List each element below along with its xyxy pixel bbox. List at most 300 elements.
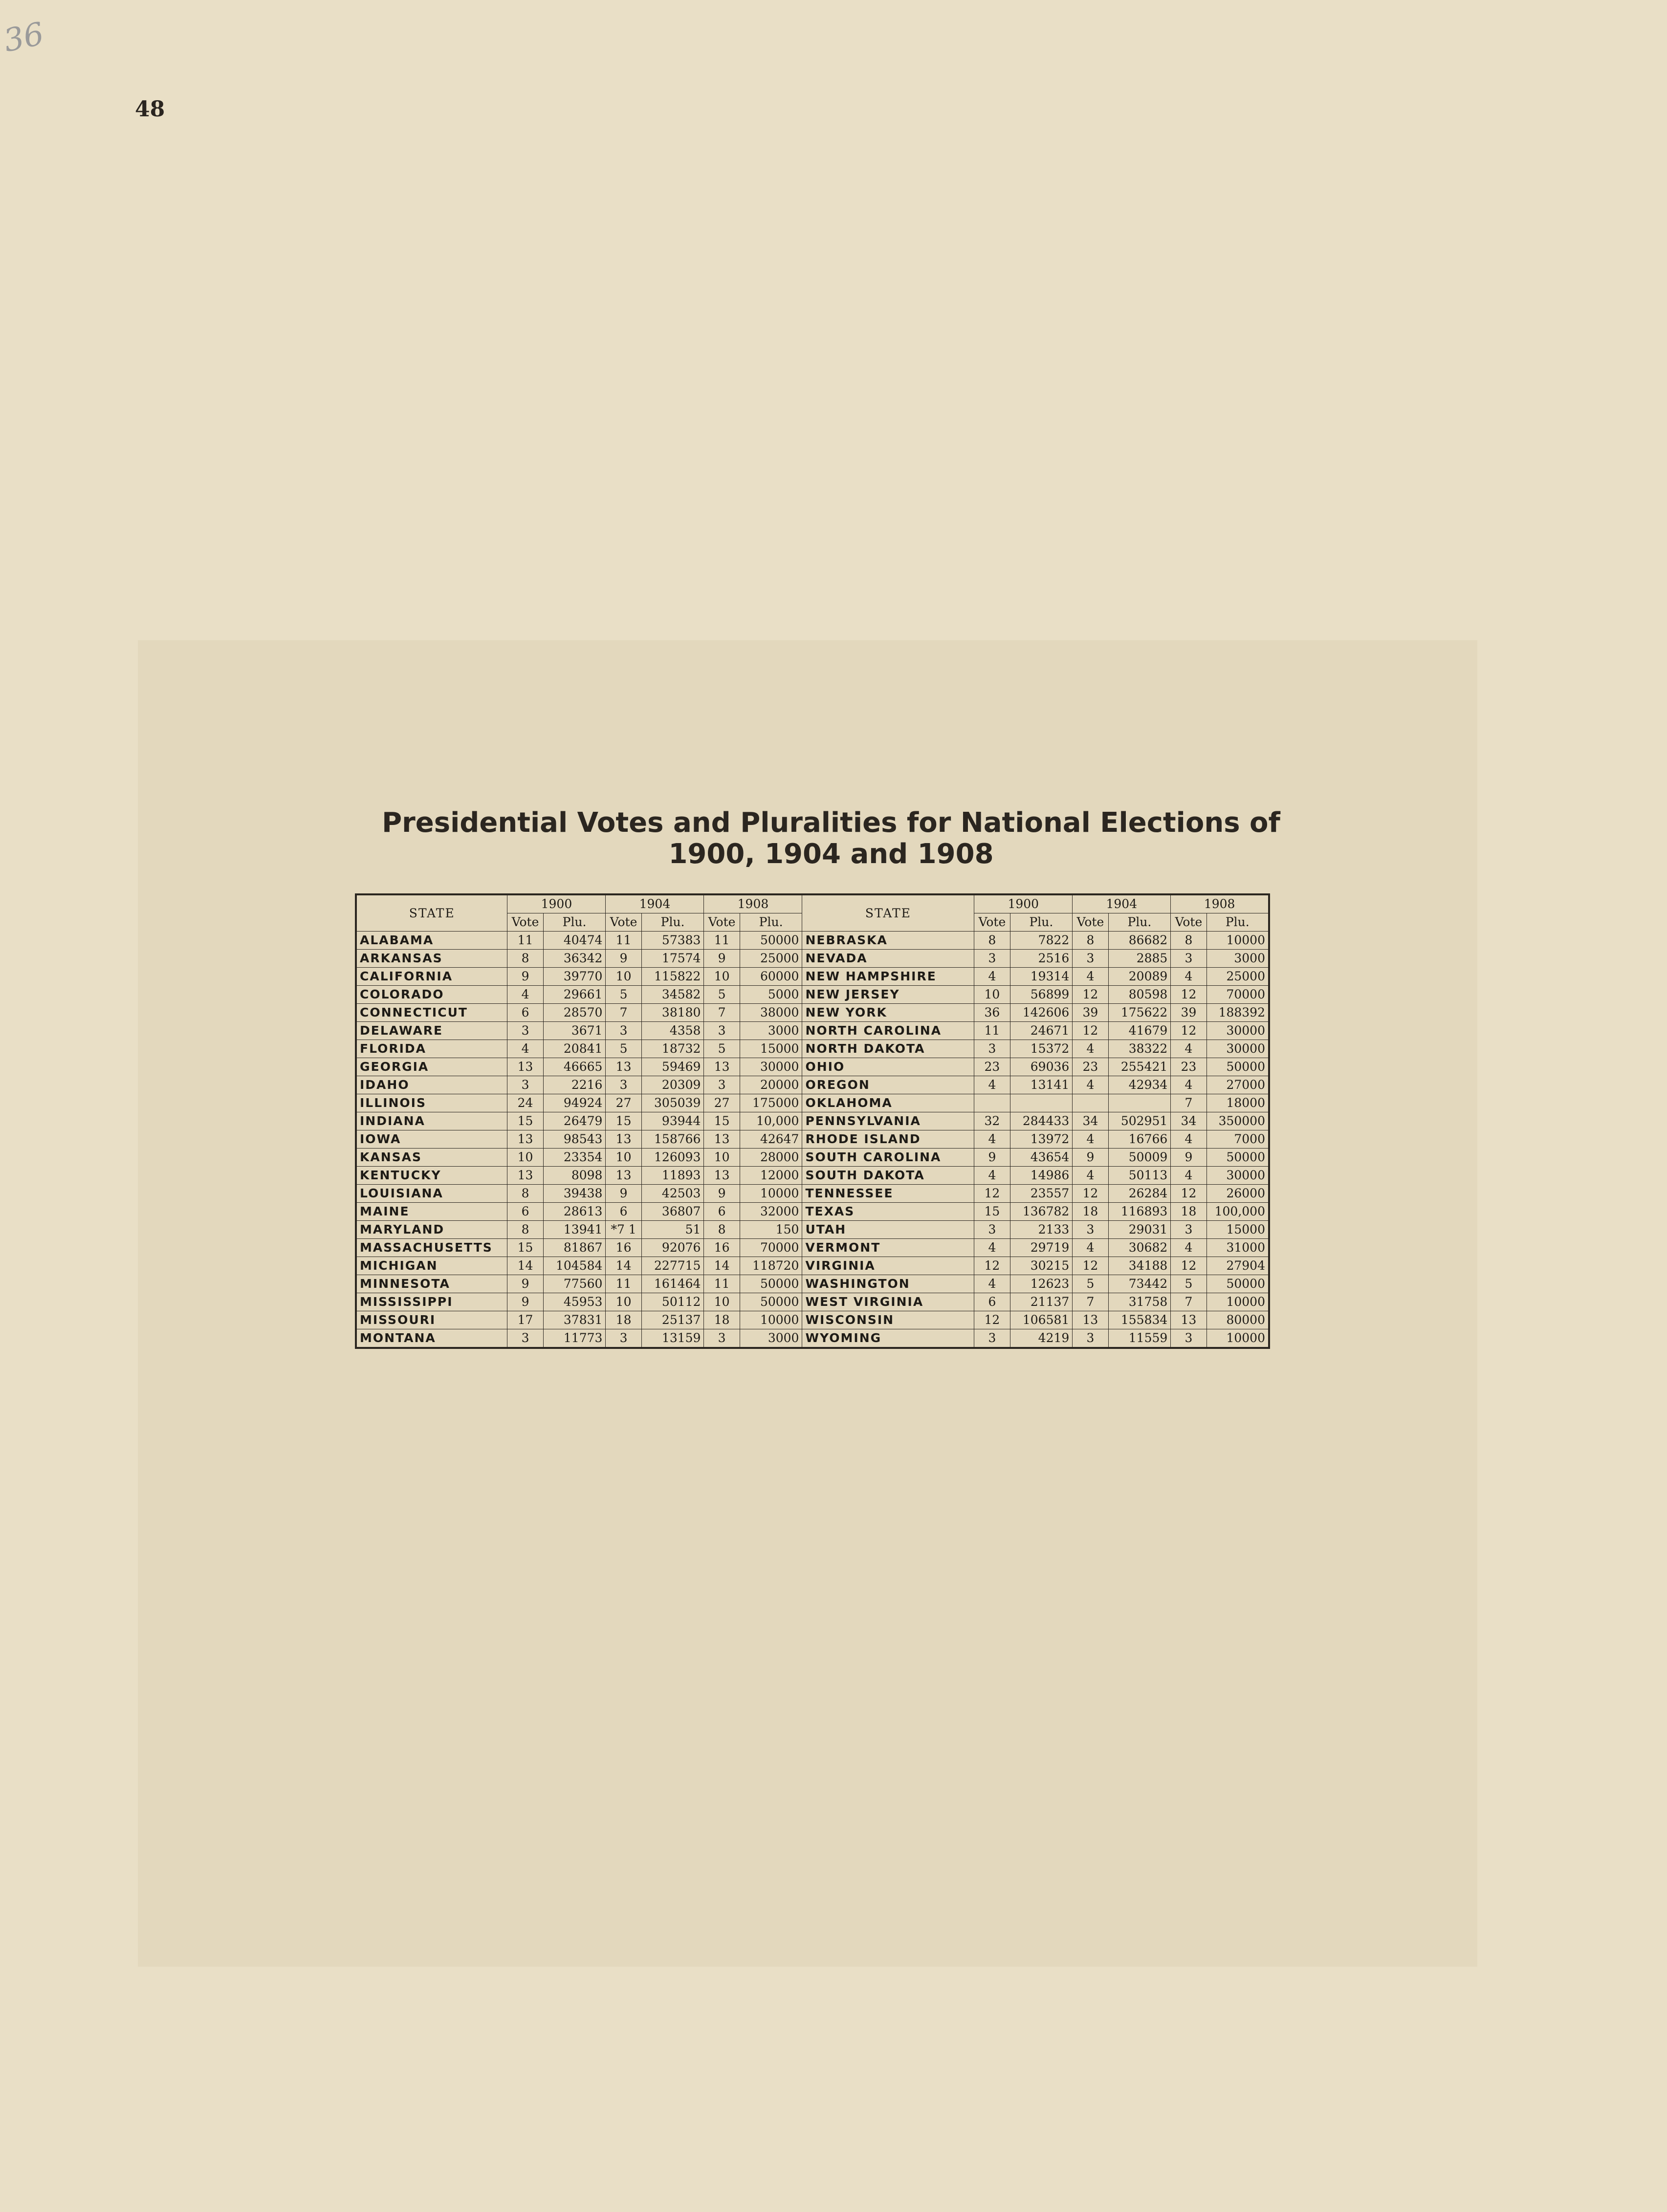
electoral-vote-cell: 12 xyxy=(974,1257,1010,1275)
plurality-cell: 93944 xyxy=(641,1112,704,1130)
electoral-vote-cell: 7 xyxy=(1073,1293,1108,1311)
state-name-cell: MINNESOTA xyxy=(356,1275,507,1293)
state-name-cell: KENTUCKY xyxy=(356,1167,507,1185)
electoral-vote-cell: 8 xyxy=(1171,932,1206,950)
plurality-cell: 43654 xyxy=(1010,1149,1073,1167)
plurality-cell xyxy=(1010,1094,1073,1112)
electoral-vote-cell: 8 xyxy=(704,1221,740,1239)
plurality-cell: 50000 xyxy=(740,1275,802,1293)
plurality-cell xyxy=(1108,1094,1171,1112)
electoral-vote-cell: 27 xyxy=(704,1094,740,1112)
electoral-vote-cell: 3 xyxy=(974,1221,1010,1239)
plurality-cell: 36342 xyxy=(543,950,606,968)
state-name-cell: MICHIGAN xyxy=(356,1257,507,1275)
plurality-cell: 80598 xyxy=(1108,986,1171,1004)
state-name-cell: WYOMING xyxy=(802,1329,974,1348)
electoral-vote-cell: 9 xyxy=(507,968,543,986)
plurality-cell: 16766 xyxy=(1108,1130,1171,1149)
electoral-vote-cell: 14 xyxy=(606,1257,641,1275)
state-name-cell: PENNSYLVANIA xyxy=(802,1112,974,1130)
plurality-cell: 10000 xyxy=(740,1311,802,1329)
electoral-vote-cell: 12 xyxy=(974,1185,1010,1203)
plurality-cell: 20000 xyxy=(740,1076,802,1094)
plurality-cell: 12000 xyxy=(740,1167,802,1185)
electoral-vote-cell: 8 xyxy=(507,1185,543,1203)
electoral-vote-cell: 3 xyxy=(606,1076,641,1094)
electoral-vote-cell: 3 xyxy=(507,1022,543,1040)
electoral-vote-cell: 13 xyxy=(1073,1311,1108,1329)
electoral-vote-cell: 4 xyxy=(1171,968,1206,986)
electoral-vote-cell: 9 xyxy=(507,1293,543,1311)
plurality-cell: 28613 xyxy=(543,1203,606,1221)
electoral-vote-cell: 12 xyxy=(1171,1022,1206,1040)
plurality-cell: 161464 xyxy=(641,1275,704,1293)
electoral-vote-cell: 23 xyxy=(1171,1058,1206,1076)
electoral-vote-cell: 6 xyxy=(974,1293,1010,1311)
plurality-cell: 14986 xyxy=(1010,1167,1073,1185)
electoral-vote-cell: 23 xyxy=(1073,1058,1108,1076)
electoral-vote-cell: 10 xyxy=(606,1293,641,1311)
electoral-vote-cell: 39 xyxy=(1073,1004,1108,1022)
electoral-vote-cell: 13 xyxy=(704,1058,740,1076)
electoral-vote-cell: 13 xyxy=(507,1130,543,1149)
plurality-cell: 188392 xyxy=(1206,1004,1269,1022)
table-row xyxy=(356,1293,1269,1311)
electoral-vote-cell: 5 xyxy=(606,986,641,1004)
electoral-vote-cell: 10 xyxy=(704,1149,740,1167)
electoral-vote-cell: 9 xyxy=(1171,1149,1206,1167)
state-name-cell: SOUTH DAKOTA xyxy=(802,1167,974,1185)
state-name-cell: WASHINGTON xyxy=(802,1275,974,1293)
electoral-vote-cell: 7 xyxy=(1171,1293,1206,1311)
plurality-column-header: Plu. xyxy=(1010,913,1073,932)
plurality-cell: 92076 xyxy=(641,1239,704,1257)
electoral-vote-cell: 4 xyxy=(1073,1040,1108,1058)
plurality-cell: 3000 xyxy=(740,1329,802,1348)
plurality-cell: 17574 xyxy=(641,950,704,968)
table-row xyxy=(356,1040,1269,1058)
plurality-cell: 41679 xyxy=(1108,1022,1171,1040)
plurality-cell: 70000 xyxy=(1206,986,1269,1004)
plurality-cell: 10000 xyxy=(740,1185,802,1203)
plurality-cell: 60000 xyxy=(740,968,802,986)
header-row-years xyxy=(356,894,1269,913)
plurality-cell: 34188 xyxy=(1108,1257,1171,1275)
electoral-vote-cell: 5 xyxy=(1171,1275,1206,1293)
plurality-cell: 136782 xyxy=(1010,1203,1073,1221)
vote-column-header: Vote xyxy=(606,913,641,932)
plurality-cell: 13159 xyxy=(641,1329,704,1348)
plurality-cell: 40474 xyxy=(543,932,606,950)
plurality-cell: 115822 xyxy=(641,968,704,986)
state-name-cell: NORTH CAROLINA xyxy=(802,1022,974,1040)
table-row xyxy=(356,1275,1269,1293)
electoral-vote-cell: 5 xyxy=(606,1040,641,1058)
plurality-cell: 73442 xyxy=(1108,1275,1171,1293)
plurality-cell: 30215 xyxy=(1010,1257,1073,1275)
plurality-cell: 50000 xyxy=(1206,1149,1269,1167)
electoral-vote-cell: 11 xyxy=(974,1022,1010,1040)
state-name-cell: NEW JERSEY xyxy=(802,986,974,1004)
electoral-vote-cell: 10 xyxy=(507,1149,543,1167)
table-row xyxy=(356,1167,1269,1185)
state-name-cell: WEST VIRGINIA xyxy=(802,1293,974,1311)
electoral-vote-cell: 13 xyxy=(704,1130,740,1149)
electoral-vote-cell: 5 xyxy=(704,1040,740,1058)
electoral-vote-cell: 4 xyxy=(1073,1076,1108,1094)
plurality-cell: 50009 xyxy=(1108,1149,1171,1167)
electoral-vote-cell: 16 xyxy=(704,1239,740,1257)
state-name-cell: IDAHO xyxy=(356,1076,507,1094)
electoral-vote-cell: 7 xyxy=(704,1004,740,1022)
plurality-cell: 15000 xyxy=(740,1040,802,1058)
plurality-cell: 29661 xyxy=(543,986,606,1004)
electoral-vote-cell: 4 xyxy=(1171,1130,1206,1149)
electoral-vote-cell: 9 xyxy=(1073,1149,1108,1167)
electoral-vote-cell: 12 xyxy=(974,1311,1010,1329)
state-name-cell: RHODE ISLAND xyxy=(802,1130,974,1149)
electoral-vote-cell: 15 xyxy=(507,1239,543,1257)
electoral-vote-cell: 11 xyxy=(507,932,543,950)
state-name-cell: MAINE xyxy=(356,1203,507,1221)
electoral-vote-cell: 3 xyxy=(606,1022,641,1040)
plurality-cell: 38322 xyxy=(1108,1040,1171,1058)
electoral-vote-cell: 11 xyxy=(704,932,740,950)
state-name-cell: CONNECTICUT xyxy=(356,1004,507,1022)
plurality-cell: 155834 xyxy=(1108,1311,1171,1329)
electoral-vote-cell: 17 xyxy=(507,1311,543,1329)
table-title-line-1: Presidential Votes and Pluralities for National Elections of xyxy=(382,807,1280,839)
table-row xyxy=(356,1257,1269,1275)
plurality-cell: 4358 xyxy=(641,1022,704,1040)
state-name-cell: OHIO xyxy=(802,1058,974,1076)
electoral-vote-cell: 4 xyxy=(507,986,543,1004)
electoral-vote-cell: 10 xyxy=(704,1293,740,1311)
plurality-cell: 175622 xyxy=(1108,1004,1171,1022)
electoral-vote-cell: 4 xyxy=(1171,1167,1206,1185)
electoral-vote-cell: 16 xyxy=(606,1239,641,1257)
plurality-cell: 10000 xyxy=(1206,1329,1269,1348)
table-row xyxy=(356,1239,1269,1257)
electoral-vote-cell: 24 xyxy=(507,1094,543,1112)
table-row xyxy=(356,1311,1269,1329)
vote-column-header: Vote xyxy=(974,913,1010,932)
electoral-vote-cell: 7 xyxy=(1171,1094,1206,1112)
vote-column-header: Vote xyxy=(704,913,740,932)
electoral-vote-cell: 10 xyxy=(606,1149,641,1167)
electoral-vote-cell: 4 xyxy=(1073,968,1108,986)
plurality-cell: 30000 xyxy=(740,1058,802,1076)
electoral-vote-cell: 3 xyxy=(1171,1221,1206,1239)
electoral-vote-cell: 4 xyxy=(974,1239,1010,1257)
electoral-vote-cell: 15 xyxy=(704,1112,740,1130)
plurality-cell: 30000 xyxy=(1206,1167,1269,1185)
state-name-cell: GEORGIA xyxy=(356,1058,507,1076)
state-name-cell: NEW HAMPSHIRE xyxy=(802,968,974,986)
plurality-cell: 106581 xyxy=(1010,1311,1073,1329)
electoral-vote-cell: 10 xyxy=(704,968,740,986)
table-row xyxy=(356,950,1269,968)
plurality-cell: 502951 xyxy=(1108,1112,1171,1130)
electoral-vote-cell: 4 xyxy=(974,1130,1010,1149)
electoral-vote-cell: 8 xyxy=(974,932,1010,950)
table-row xyxy=(356,1149,1269,1167)
state-name-cell: FLORIDA xyxy=(356,1040,507,1058)
plurality-cell: 10000 xyxy=(1206,1293,1269,1311)
year-header: 1904 xyxy=(1073,894,1171,913)
plurality-cell: 12623 xyxy=(1010,1275,1073,1293)
plurality-cell: 57383 xyxy=(641,932,704,950)
plurality-cell: 86682 xyxy=(1108,932,1171,950)
plurality-cell: 25137 xyxy=(641,1311,704,1329)
electoral-vote-cell: 13 xyxy=(606,1130,641,1149)
plurality-cell: 18000 xyxy=(1206,1094,1269,1112)
plurality-cell: 20841 xyxy=(543,1040,606,1058)
table-row xyxy=(356,1112,1269,1130)
plurality-cell: 50000 xyxy=(740,932,802,950)
table-row xyxy=(356,1094,1269,1112)
electoral-vote-cell: 14 xyxy=(507,1257,543,1275)
plurality-cell: 284433 xyxy=(1010,1112,1073,1130)
plurality-cell: 5000 xyxy=(740,986,802,1004)
electoral-vote-cell xyxy=(1073,1094,1108,1112)
state-name-cell: MISSOURI xyxy=(356,1311,507,1329)
electoral-vote-cell: 18 xyxy=(1171,1203,1206,1221)
electoral-vote-cell: 11 xyxy=(606,1275,641,1293)
electoral-vote-cell: 3 xyxy=(704,1076,740,1094)
table-row xyxy=(356,1004,1269,1022)
electoral-vote-cell: 4 xyxy=(1073,1167,1108,1185)
state-name-cell: NEVADA xyxy=(802,950,974,968)
electoral-vote-cell: 3 xyxy=(1073,1329,1108,1348)
state-column-header: STATE xyxy=(356,894,507,932)
electoral-vote-cell: 10 xyxy=(974,986,1010,1004)
year-header: 1908 xyxy=(704,894,802,913)
plurality-column-header: Plu. xyxy=(1206,913,1269,932)
electoral-vote-cell: 23 xyxy=(974,1058,1010,1076)
table-row xyxy=(356,1221,1269,1239)
plurality-cell: 94924 xyxy=(543,1094,606,1112)
electoral-vote-cell: 9 xyxy=(704,950,740,968)
plurality-cell: 25000 xyxy=(740,950,802,968)
electoral-vote-cell: 12 xyxy=(1073,986,1108,1004)
electoral-vote-cell: 4 xyxy=(1171,1239,1206,1257)
plurality-cell: 4219 xyxy=(1010,1329,1073,1348)
table-row xyxy=(356,1130,1269,1149)
electoral-vote-cell: 34 xyxy=(1171,1112,1206,1130)
electoral-vote-cell: 14 xyxy=(704,1257,740,1275)
table-row xyxy=(356,932,1269,950)
electoral-vote-cell: 4 xyxy=(1171,1040,1206,1058)
table-row xyxy=(356,1203,1269,1221)
electoral-vote-cell xyxy=(974,1094,1010,1112)
state-name-cell: IOWA xyxy=(356,1130,507,1149)
electoral-vote-cell: 11 xyxy=(704,1275,740,1293)
electoral-vote-cell: 9 xyxy=(507,1275,543,1293)
vote-column-header: Vote xyxy=(507,913,543,932)
plurality-cell: 46665 xyxy=(543,1058,606,1076)
plurality-cell: 11559 xyxy=(1108,1329,1171,1348)
electoral-vote-cell: 11 xyxy=(606,932,641,950)
electoral-vote-cell: 4 xyxy=(1073,1130,1108,1149)
plurality-cell: 255421 xyxy=(1108,1058,1171,1076)
plurality-cell: 50113 xyxy=(1108,1167,1171,1185)
plurality-cell: 20309 xyxy=(641,1076,704,1094)
plurality-cell: 13972 xyxy=(1010,1130,1073,1149)
plurality-cell: 2133 xyxy=(1010,1221,1073,1239)
plurality-cell: 31758 xyxy=(1108,1293,1171,1311)
electoral-vote-cell: 13 xyxy=(1171,1311,1206,1329)
state-name-cell: CALIFORNIA xyxy=(356,968,507,986)
electoral-vote-cell: 8 xyxy=(1073,932,1108,950)
plurality-column-header: Plu. xyxy=(1108,913,1171,932)
electoral-vote-cell: 13 xyxy=(507,1167,543,1185)
electoral-vote-cell: 13 xyxy=(507,1058,543,1076)
state-name-cell: OKLAHOMA xyxy=(802,1094,974,1112)
plurality-cell: 126093 xyxy=(641,1149,704,1167)
plurality-cell: 100,000 xyxy=(1206,1203,1269,1221)
electoral-vote-cell: 13 xyxy=(606,1058,641,1076)
plurality-column-header: Plu. xyxy=(641,913,704,932)
plurality-cell: 70000 xyxy=(740,1239,802,1257)
electoral-vote-cell: 3 xyxy=(1073,950,1108,968)
plurality-cell: 38000 xyxy=(740,1004,802,1022)
electoral-vote-cell: 9 xyxy=(606,950,641,968)
electoral-vote-cell: 13 xyxy=(606,1167,641,1185)
plurality-cell: 18732 xyxy=(641,1040,704,1058)
plurality-cell: 116893 xyxy=(1108,1203,1171,1221)
plurality-cell: 158766 xyxy=(641,1130,704,1149)
electoral-vote-cell: 4 xyxy=(974,968,1010,986)
plurality-cell: 42934 xyxy=(1108,1076,1171,1094)
year-header: 1900 xyxy=(974,894,1073,913)
electoral-vote-cell: 34 xyxy=(1073,1112,1108,1130)
electoral-vote-cell: 5 xyxy=(1073,1275,1108,1293)
plurality-cell: 13941 xyxy=(543,1221,606,1239)
state-name-cell: ILLINOIS xyxy=(356,1094,507,1112)
plurality-column-header: Plu. xyxy=(543,913,606,932)
table-body xyxy=(356,932,1269,1348)
pencil-annotation: 36 xyxy=(0,16,47,60)
plurality-cell: 38180 xyxy=(641,1004,704,1022)
electoral-vote-cell: 12 xyxy=(1073,1185,1108,1203)
electoral-vote-cell: 12 xyxy=(1171,1185,1206,1203)
plurality-cell: 23354 xyxy=(543,1149,606,1167)
plurality-cell: 51 xyxy=(641,1221,704,1239)
vote-column-header: Vote xyxy=(1073,913,1108,932)
plurality-cell: 7000 xyxy=(1206,1130,1269,1149)
electoral-vote-cell: 6 xyxy=(704,1203,740,1221)
plurality-cell: 39438 xyxy=(543,1185,606,1203)
electoral-vote-cell: 4 xyxy=(974,1167,1010,1185)
page-number: 48 xyxy=(135,97,165,122)
table-row xyxy=(356,1076,1269,1094)
plurality-cell: 2216 xyxy=(543,1076,606,1094)
plurality-cell: 42647 xyxy=(740,1130,802,1149)
plurality-cell: 34582 xyxy=(641,986,704,1004)
electoral-vote-cell: 9 xyxy=(704,1185,740,1203)
state-name-cell: KANSAS xyxy=(356,1149,507,1167)
plurality-cell: 104584 xyxy=(543,1257,606,1275)
plurality-cell: 36807 xyxy=(641,1203,704,1221)
electoral-vote-cell: 6 xyxy=(507,1004,543,1022)
table-row xyxy=(356,968,1269,986)
electoral-vote-cell: *7 1 xyxy=(606,1221,641,1239)
plurality-cell: 175000 xyxy=(740,1094,802,1112)
table-row xyxy=(356,986,1269,1004)
electoral-vote-cell: 9 xyxy=(606,1185,641,1203)
plurality-cell: 23557 xyxy=(1010,1185,1073,1203)
electoral-vote-cell: 3 xyxy=(974,1040,1010,1058)
electoral-vote-cell: 6 xyxy=(507,1203,543,1221)
state-name-cell: ARKANSAS xyxy=(356,950,507,968)
year-header: 1904 xyxy=(606,894,704,913)
electoral-vote-cell: 12 xyxy=(1171,986,1206,1004)
plurality-cell: 37831 xyxy=(543,1311,606,1329)
plurality-cell: 30682 xyxy=(1108,1239,1171,1257)
electoral-vote-cell: 36 xyxy=(974,1004,1010,1022)
plurality-cell: 50000 xyxy=(740,1293,802,1311)
plurality-cell: 7822 xyxy=(1010,932,1073,950)
plurality-cell: 26479 xyxy=(543,1112,606,1130)
electoral-vote-cell: 18 xyxy=(1073,1203,1108,1221)
electoral-vote-cell: 4 xyxy=(974,1275,1010,1293)
electoral-vote-cell: 15 xyxy=(974,1203,1010,1221)
plurality-cell: 20089 xyxy=(1108,968,1171,986)
plurality-cell: 118720 xyxy=(740,1257,802,1275)
electoral-vote-cell: 13 xyxy=(704,1167,740,1185)
plurality-cell: 10000 xyxy=(1206,932,1269,950)
electoral-vote-cell: 39 xyxy=(1171,1004,1206,1022)
plurality-cell: 30000 xyxy=(1206,1022,1269,1040)
plurality-column-header: Plu. xyxy=(740,913,802,932)
plurality-cell: 25000 xyxy=(1206,968,1269,986)
plurality-cell: 227715 xyxy=(641,1257,704,1275)
plurality-cell: 11893 xyxy=(641,1167,704,1185)
plurality-cell: 30000 xyxy=(1206,1040,1269,1058)
plurality-cell: 350000 xyxy=(1206,1112,1269,1130)
plurality-cell: 15000 xyxy=(1206,1221,1269,1239)
plurality-cell: 28570 xyxy=(543,1004,606,1022)
table-title-line-2: 1900, 1904 and 1908 xyxy=(668,838,994,870)
electoral-vote-cell: 8 xyxy=(507,950,543,968)
electoral-vote-cell: 12 xyxy=(1073,1257,1108,1275)
plurality-cell: 11773 xyxy=(543,1329,606,1348)
plurality-cell: 31000 xyxy=(1206,1239,1269,1257)
electoral-vote-cell: 3 xyxy=(704,1022,740,1040)
year-header: 1908 xyxy=(1171,894,1269,913)
state-column-header: STATE xyxy=(802,894,974,932)
electoral-vote-cell: 7 xyxy=(606,1004,641,1022)
state-name-cell: VIRGINIA xyxy=(802,1257,974,1275)
state-name-cell: MISSISSIPPI xyxy=(356,1293,507,1311)
table-row xyxy=(356,1329,1269,1348)
state-name-cell: MONTANA xyxy=(356,1329,507,1348)
state-name-cell: NEW YORK xyxy=(802,1004,974,1022)
state-name-cell: VERMONT xyxy=(802,1239,974,1257)
plurality-cell: 28000 xyxy=(740,1149,802,1167)
plurality-cell: 3000 xyxy=(1206,950,1269,968)
year-header: 1900 xyxy=(507,894,606,913)
plurality-cell: 29719 xyxy=(1010,1239,1073,1257)
plurality-cell: 27000 xyxy=(1206,1076,1269,1094)
plurality-cell: 59469 xyxy=(641,1058,704,1076)
electoral-vote-cell: 15 xyxy=(507,1112,543,1130)
state-name-cell: TENNESSEE xyxy=(802,1185,974,1203)
plurality-cell: 39770 xyxy=(543,968,606,986)
electoral-vote-cell: 3 xyxy=(704,1329,740,1348)
electoral-vote-cell: 12 xyxy=(1073,1022,1108,1040)
